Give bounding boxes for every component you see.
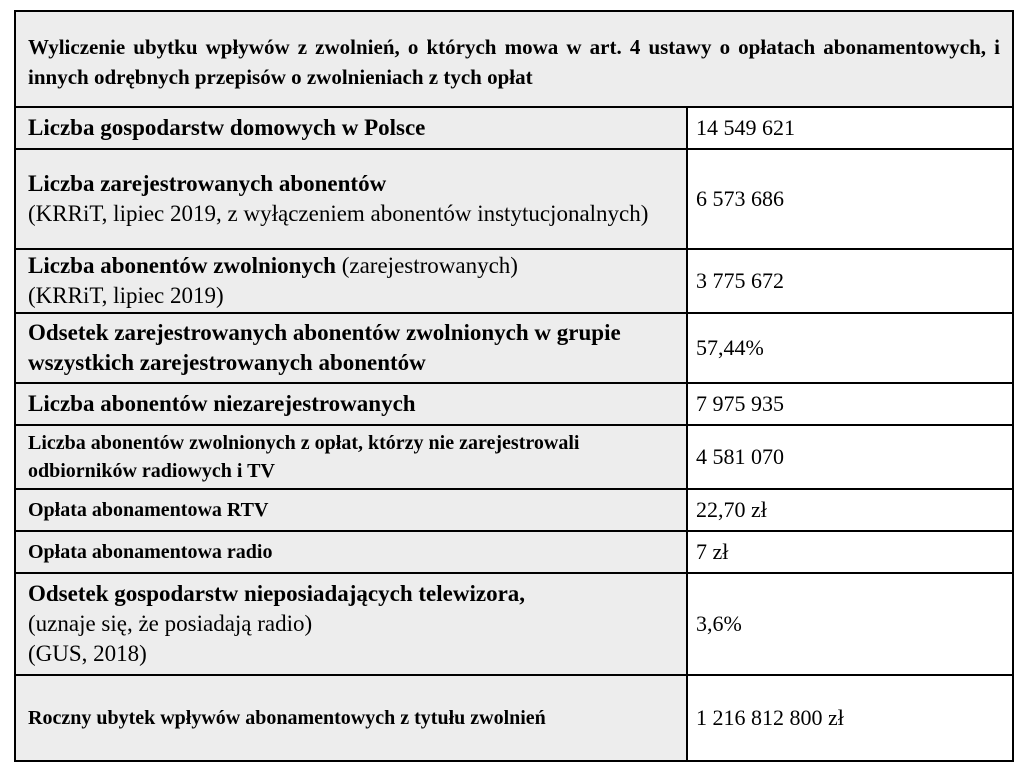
row-label-bold: Opłata abonamentowa radio [28, 541, 273, 563]
row-label-bold: Liczba abonentów niezarejestrowanych [28, 391, 416, 416]
row-value: 3,6% [687, 573, 1013, 675]
table-row [15, 383, 1013, 425]
row-value: 57,44% [687, 313, 1013, 383]
table-row [15, 531, 1013, 573]
row-label-bold: Liczba abonentów zwolnionych [28, 253, 336, 278]
row-value: 22,70 zł [687, 489, 1013, 531]
row-value: 6 573 686 [687, 149, 1013, 249]
row-value: 3 775 672 [687, 249, 1013, 313]
row-value: 4 581 070 [687, 425, 1013, 489]
row-label-bold: Opłata abonamentowa RTV [28, 499, 269, 521]
row-label [15, 531, 687, 573]
table-row [15, 149, 1013, 249]
row-label [15, 489, 687, 531]
table-row [15, 313, 1013, 383]
row-label [15, 149, 687, 249]
row-label-bold: Odsetek zarejestrowanych abonentów zwolnionych w grupie wszystkich zarejestrowanych abonentów [28, 320, 621, 375]
row-label-bold: Odsetek gospodarstw nieposiadających telewizora, [28, 581, 526, 606]
table-row [15, 573, 1013, 675]
row-label [15, 383, 687, 425]
table-row [15, 425, 1013, 489]
row-label-note-2: (GUS, 2018) [28, 641, 147, 666]
row-label-note: (KRRiT, lipiec 2019) [28, 283, 224, 308]
table-row [15, 489, 1013, 531]
table-row [15, 249, 1013, 313]
row-value: 7 975 935 [687, 383, 1013, 425]
row-label-bold: Liczba abonentów zwolnionych z opłat, którzy nie zarejestrowali odbiorników radiowych i TV [28, 432, 580, 482]
subscription-fees-table [14, 10, 1014, 762]
row-label [15, 249, 687, 313]
row-label [15, 675, 687, 761]
row-label-bold: Liczba gospodarstw domowych w Polsce [28, 115, 426, 140]
row-value: 14 549 621 [687, 107, 1013, 149]
row-label [15, 313, 687, 383]
row-label [15, 107, 687, 149]
row-value: 1 216 812 800 zł [687, 675, 1013, 761]
row-label-note: (uznaje się, że posiadają radio) [28, 611, 313, 636]
row-label [15, 573, 687, 675]
table-row [15, 107, 1013, 149]
table-title: Wyliczenie ubytku wpływów z zwolnień, o których mowa w art. 4 ustawy o opłatach abonamentowych, i innych odrębnych przepisów o zwolnieniach z tych opłat [15, 11, 1013, 107]
table-row [15, 675, 1013, 761]
row-label-bold: Roczny ubytek wpływów abonamentowych z tytułu zwolnień [28, 707, 546, 729]
table-title-row [15, 11, 1013, 107]
row-label-inline-note: (zarejestrowanych) [341, 253, 518, 278]
row-label-note: (KRRiT, lipiec 2019, z wyłączeniem abonentów instytucjonalnych) [28, 201, 649, 226]
row-label-bold: Liczba zarejestrowanych abonentów [28, 171, 387, 196]
row-value: 7 zł [687, 531, 1013, 573]
row-label [15, 425, 687, 489]
